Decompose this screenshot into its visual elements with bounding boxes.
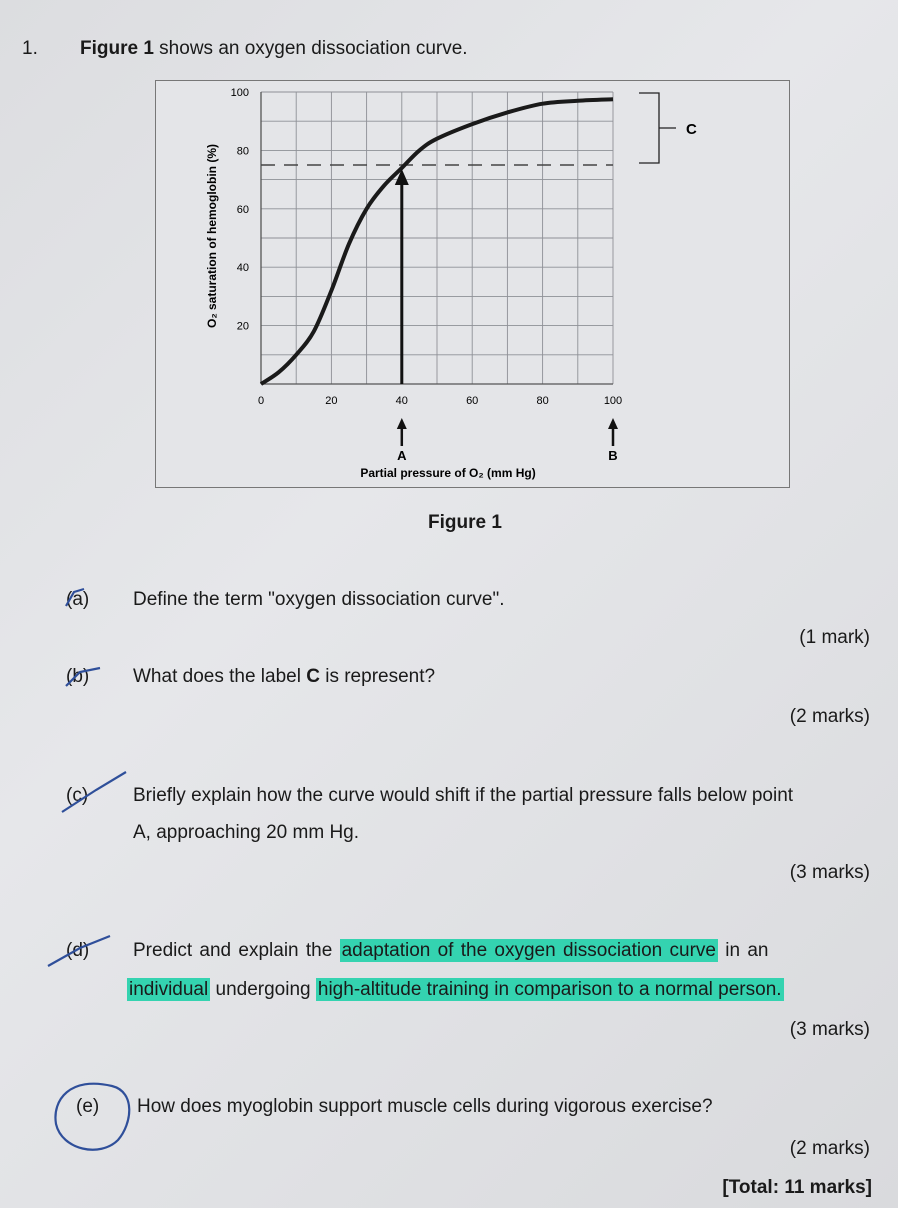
- part-d-line1-pre: Predict and explain the: [133, 940, 340, 961]
- part-e-marks: (2 marks): [789, 1138, 870, 1159]
- part-a-label: (a): [66, 589, 90, 610]
- part-e-text: How does myoglobin support muscle cells during vigorous exercise?: [137, 1096, 713, 1117]
- y-tick-label: 40: [236, 262, 249, 275]
- label-a: A: [397, 448, 407, 463]
- y-tick-label: 20: [236, 320, 249, 333]
- tick-a: [66, 589, 84, 606]
- tick-c: [62, 772, 126, 812]
- x-tick-label: 60: [466, 395, 479, 407]
- part-d-highlight-2: individual: [129, 979, 209, 1000]
- part-b-label-c: C: [306, 666, 320, 687]
- part-b-text-post: is represent?: [319, 666, 436, 687]
- part-c-marks: (3 marks): [789, 862, 870, 883]
- part-d-highlight-1: adaptation of the oxygen dissociation curve: [341, 940, 716, 961]
- label-c: C: [686, 121, 697, 138]
- x-tick-label: 20: [325, 395, 338, 407]
- x-axis-label: Partial pressure of O₂ (mm Hg): [360, 466, 536, 480]
- x-tick-label: 0: [257, 395, 265, 407]
- part-c-label: (c): [66, 785, 89, 806]
- y-tick-label: 60: [236, 203, 249, 216]
- figure-reference: Figure 1: [80, 38, 154, 59]
- part-d-marks: (3 marks): [789, 1019, 870, 1040]
- x-tick-label: 40: [395, 395, 408, 407]
- circle-e: [55, 1084, 129, 1150]
- y-tick-label: 100: [230, 87, 249, 99]
- y-tick-label: 80: [236, 145, 249, 158]
- figure-caption: Figure 1: [428, 512, 502, 533]
- total-marks: [Total: 11 marks]: [722, 1177, 872, 1198]
- part-a-marks: (1 mark): [799, 627, 870, 648]
- part-c-line1: Briefly explain how the curve would shift if the partial pressure falls below point: [133, 785, 794, 806]
- x-tick-label: 80: [536, 395, 549, 407]
- part-c-line2: A, approaching 20 mm Hg.: [133, 822, 360, 843]
- part-b-text-pre: What does the label: [133, 666, 307, 687]
- tick-d: [48, 936, 110, 966]
- part-b-label: (b): [66, 666, 90, 687]
- question-number: 1.: [22, 38, 38, 59]
- part-e-label: (e): [76, 1096, 100, 1117]
- part-d-line2-mid: undergoing: [210, 979, 316, 1000]
- y-axis-label: O₂ saturation of hemoglobin (%): [205, 144, 219, 328]
- part-b-marks: (2 marks): [789, 706, 870, 727]
- part-a-text: Define the term "oxygen dissociation curve".: [133, 589, 505, 610]
- x-tick-label: 100: [603, 395, 623, 407]
- tick-b: [66, 668, 100, 686]
- question-intro-text: shows an oxygen dissociation curve.: [153, 38, 468, 59]
- part-d-line1-post: in an: [717, 940, 769, 961]
- label-b: B: [608, 448, 618, 463]
- part-d-highlight-3: high-altitude training in comparison to a normal person.: [317, 979, 782, 1000]
- part-d-label: (d): [66, 940, 90, 961]
